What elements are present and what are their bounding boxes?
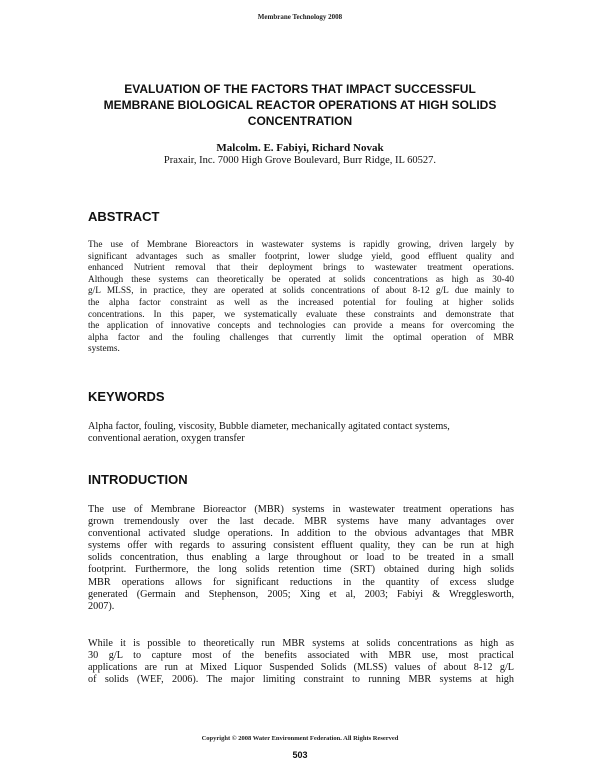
intro-line: footprint. Furthermore, the long solids retention time (SRT) obtained during high solids bbox=[88, 564, 514, 576]
intro-line: While it is possible to theoretically run MBR systems at solids concentrations as high as bbox=[88, 638, 514, 649]
keywords-line: conventional aeration, oxygen transfer bbox=[88, 433, 245, 445]
intro-line: generated (Germain and Stephenson, 2005; Xing et al, 2003; Fabiyi & Wregglesworth, bbox=[88, 588, 514, 600]
author-affiliation: Praxair, Inc. 7000 High Grove Boulevard, Burr Ridge, IL 60527. bbox=[163, 155, 437, 166]
abstract-line: systems. bbox=[88, 344, 120, 355]
title-line-3: CONCENTRATION bbox=[247, 114, 353, 128]
intro-line: 30 g/L to capture most of the benefits associated with MBR use, most practical bbox=[88, 650, 514, 662]
title-line-1: EVALUATION OF THE FACTORS THAT IMPACT SUCCESSFUL bbox=[124, 82, 476, 96]
intro-line: applications are run at Mixed Liquor Suspended Solids (MLSS) values of about 8-12 g/L bbox=[88, 662, 514, 674]
intro-line: 2007). bbox=[88, 600, 115, 612]
keywords-line: Alpha factor, fouling, viscosity, Bubble diameter, mechanically agitated contact systems, bbox=[88, 421, 450, 432]
abstract-line: concentrations. In this paper, we systematically evaluate these constraints and demonstrate that bbox=[88, 309, 514, 320]
introduction-paragraph-1 bbox=[88, 504, 514, 613]
abstract-line: significant advantages such as smaller footprint, lower sludge yield, good effluent quality and bbox=[88, 251, 514, 262]
abstract-line: the alpha factor constraint as well as the increased potential for fouling at higher solids bbox=[88, 297, 514, 308]
intro-line: MBR operations allows for significant reductions in the quantity of excess sludge bbox=[88, 576, 514, 588]
abstract-line: Although these systems can theoretically be operated at solids concentrations as high as 30-40 bbox=[88, 274, 514, 285]
introduction-heading: INTRODUCTION bbox=[88, 472, 188, 487]
abstract-line: alpha factor and the fouling challenges that currently limit the optimal operation of MBR bbox=[88, 332, 514, 343]
intro-line: solids concentration, thus enabling a large throughout or load to be treated in a small bbox=[88, 552, 514, 564]
introduction-paragraph-2 bbox=[88, 638, 514, 686]
author-names: Malcolm. E. Fabiyi, Richard Novak bbox=[216, 142, 384, 154]
intro-line: conventional activated sludge operations. In addition to the obvious advantages that MBR bbox=[88, 528, 514, 540]
abstract-body bbox=[88, 240, 514, 356]
copyright-footer: Copyright © 2008 Water Environment Federation. All Rights Reserved bbox=[201, 735, 399, 742]
keywords-body bbox=[88, 421, 514, 445]
abstract-line: The use of Membrane Bioreactors in wastewater systems is rapidly growing, driven largely by bbox=[88, 240, 514, 250]
intro-line: grown tremendously over the last decade. MBR systems have many advantages over bbox=[88, 516, 514, 528]
intro-line: The use of Membrane Bioreactor (MBR) systems in wastewater treatment operations has bbox=[88, 504, 514, 515]
paper-title bbox=[60, 81, 540, 129]
intro-line: of solids (WEF, 2006). The major limiting constraint to running MBR systems at high bbox=[88, 674, 514, 686]
abstract-line: g/L MLSS, in practice, they are operated at solids concentrations of about 8-12 g/L due mainly to bbox=[88, 286, 514, 297]
running-header: Membrane Technology 2008 bbox=[257, 13, 343, 21]
title-line-2: MEMBRANE BIOLOGICAL REACTOR OPERATIONS AT HIGH SOLIDS bbox=[103, 98, 497, 112]
abstract-line: enhanced Nutrient removal that their deployment brings to wastewater treatment operations. bbox=[88, 263, 514, 274]
keywords-heading: KEYWORDS bbox=[88, 389, 165, 404]
abstract-line: the application of innovative concepts and technologies can provide a means for overcoming the bbox=[88, 321, 514, 332]
abstract-heading: ABSTRACT bbox=[88, 209, 160, 224]
page-number: 503 bbox=[292, 750, 308, 760]
intro-line: systems offer with regards to assuring consistent effluent quality, they can be run at high bbox=[88, 540, 514, 552]
